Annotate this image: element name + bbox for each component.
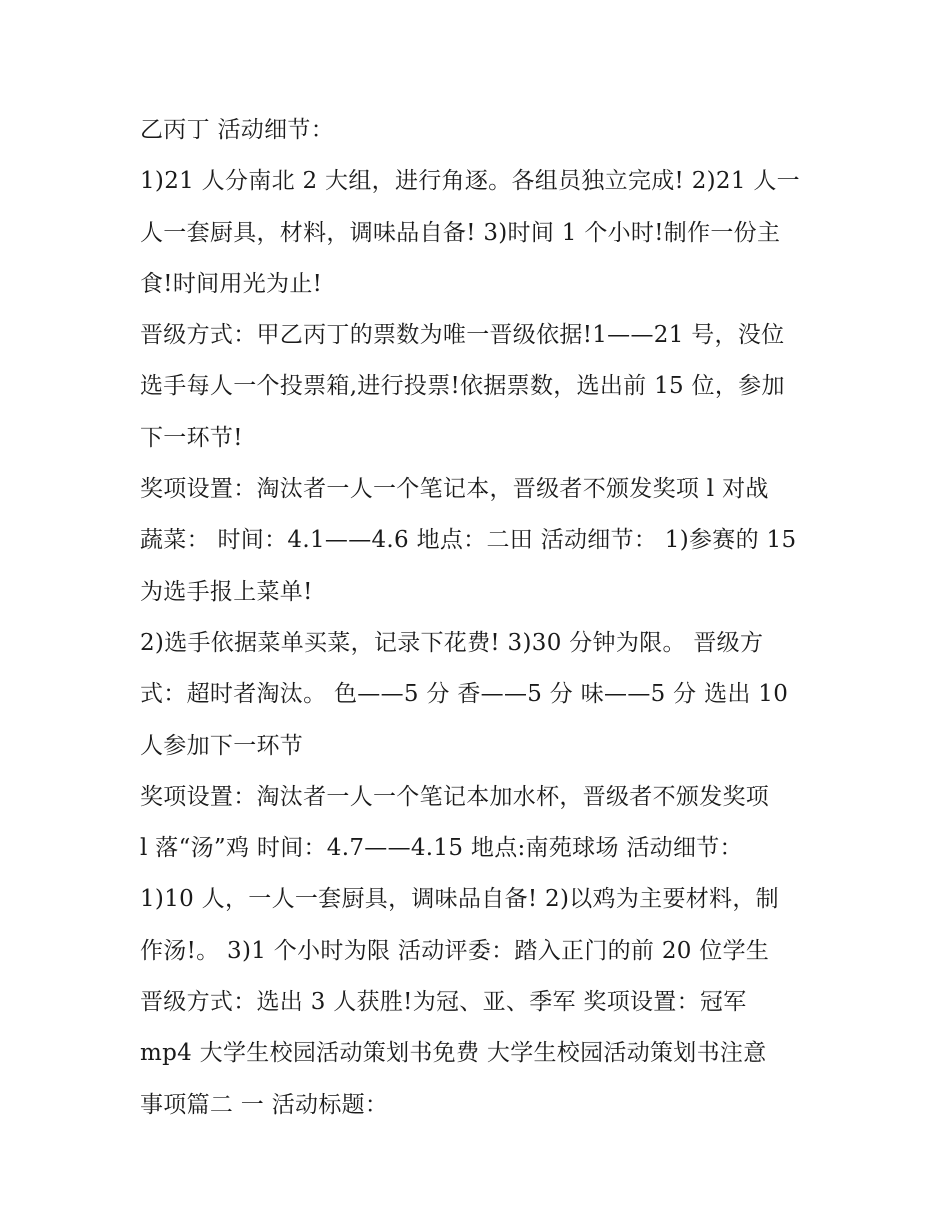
text-line: mp4 大学生校园活动策划书免费 大学生校园活动策划书注意 xyxy=(140,1040,767,1067)
text-line: 奖项设置：淘汰者一人一个笔记本，晋级者不颁发奖项 l 对战 xyxy=(140,476,769,503)
text-line: 作汤!。 3)1 个小时为限 活动评委：踏入正门的前 20 位学生 xyxy=(140,937,770,964)
text-line: 人一套厨具，材料，调味品自备! 3)时间 1 个小时!制作一份主 xyxy=(140,219,781,246)
text-line: 人参加下一环节 xyxy=(140,732,304,759)
text-line: 下一环节! xyxy=(140,424,243,451)
text-line: l 落“汤”鸡 时间：4.7——4.15 地点:南苑球场 活动细节： xyxy=(140,835,743,862)
text-line: 乙丙丁 活动细节： xyxy=(140,117,335,143)
text-line: 晋级方式：选出 3 人获胜!为冠、亚、季军 奖项设置：冠军 xyxy=(140,989,747,1016)
text-line: 1)10 人，一人一套厨具，调味品自备! 2)以鸡为主要材料，制 xyxy=(140,886,779,913)
text-line: 式：超时者淘汰。 色——5 分 香——5 分 味——5 分 选出 10 xyxy=(140,681,789,708)
text-line: 2)选手依据菜单买菜，记录下花费! 3)30 分钟为限。 晋级方 xyxy=(140,629,764,656)
text-line: 食!时间用光为止! xyxy=(140,270,323,297)
document-body xyxy=(140,105,830,1131)
text-line: 事项篇二 一 活动标题： xyxy=(140,1091,389,1118)
text-line: 选手每人一个投票箱,进行投票!依据票数，选出前 15 位，参加 xyxy=(140,373,785,400)
text-line: 奖项设置：淘汰者一人一个笔记本加水杯，晋级者不颁发奖项 xyxy=(140,783,770,810)
text-line: 蔬菜： 时间：4.1——4.6 地点：二田 活动细节： 1)参赛的 15 xyxy=(140,527,797,554)
text-line: 晋级方式：甲乙丙丁的票数为唯一晋级依据!1——21 号，没位 xyxy=(140,322,785,349)
text-line: 1)21 人分南北 2 大组，进行角逐。各组员独立完成! 2)21 人一 xyxy=(140,168,800,195)
text-line: 为选手报上菜单! xyxy=(140,578,313,605)
